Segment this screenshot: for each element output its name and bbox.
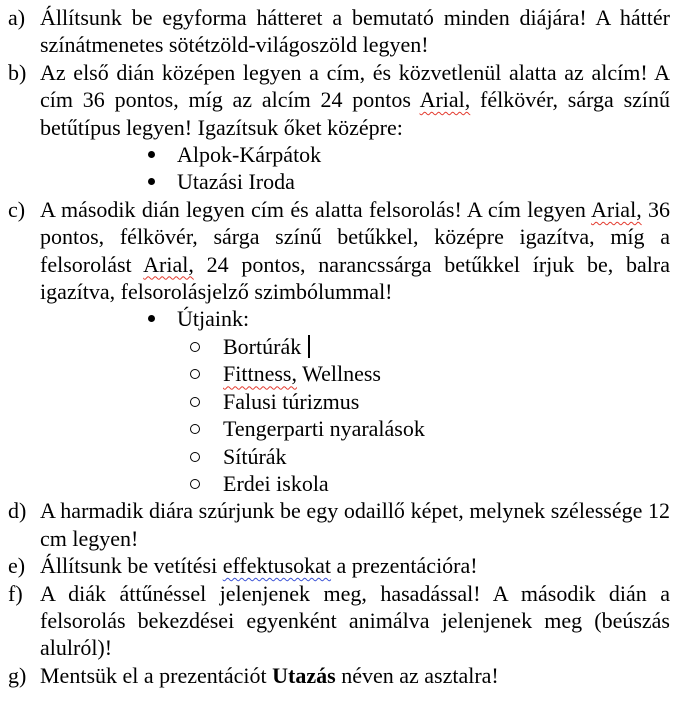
bullet-circle-icon	[190, 397, 200, 407]
text-segment: néven az asztalra!	[335, 662, 499, 688]
item-text	[223, 361, 381, 386]
list-item	[0, 580, 670, 662]
list-item	[0, 59, 670, 141]
item-text	[223, 389, 359, 414]
item-text	[40, 663, 499, 688]
text-segment: Állítsunk be vetítési	[40, 553, 223, 579]
text-segment: Alpok-Kárpátok	[177, 142, 322, 168]
text-segment: a prezentációra!	[331, 553, 478, 579]
text-segment: Wellness	[296, 361, 381, 387]
item-text	[40, 553, 478, 578]
item-letter-marker: d)	[8, 498, 27, 524]
text-segment: Állítsunk be egyforma hátteret a bemutató minden diájára! A háttér színátmenetes sötétzöld-világoszöld legyen!	[40, 5, 670, 58]
text-segment: Utazás	[272, 662, 336, 688]
bullet-circle-icon	[190, 342, 200, 352]
item-letter-marker: b)	[8, 59, 27, 85]
item-text	[223, 416, 425, 441]
list-item	[0, 360, 670, 387]
text-segment: Útjaink:	[177, 306, 250, 332]
text-segment: Arial,	[590, 196, 642, 222]
list-item	[0, 141, 670, 168]
bullet-dot-icon	[148, 151, 155, 158]
item-text	[40, 60, 670, 140]
text-segment: Erdei iskola	[223, 470, 329, 496]
list-item	[0, 443, 670, 470]
text-segment: Sítúrák	[223, 443, 287, 469]
bullet-circle-icon	[190, 369, 200, 379]
text-segment: 24 pontos, narancssárga betűkkel írjuk be, balra igazítva, felsorolásjelző szimbólummal!	[40, 251, 670, 305]
text-segment: Bortúrák	[223, 333, 302, 359]
bullet-dot-icon	[148, 315, 155, 322]
item-text	[223, 471, 329, 496]
bullet-dot-icon	[148, 178, 155, 185]
item-text	[40, 581, 670, 661]
list-item	[0, 388, 670, 415]
text-segment: Falusi túrizmus	[223, 388, 360, 414]
text-cursor	[308, 335, 310, 358]
list-item	[0, 333, 670, 360]
bullet-circle-icon	[190, 424, 200, 434]
item-text	[223, 444, 287, 469]
item-letter-marker: f)	[8, 580, 23, 606]
list-item	[0, 305, 670, 332]
text-segment: effektusokat	[222, 553, 332, 579]
text-segment: A második dián legyen cím és alatta felsorolás! A cím legyen	[40, 196, 591, 222]
text-segment: Arial,	[143, 251, 194, 277]
item-letter-marker: e)	[8, 553, 26, 579]
text-segment: A diák áttűnéssel jelenjenek meg, hasadással! A második dián a felsorolás bekezdései egyenként animálva jelenjenek meg (beúszás alulról)!	[40, 580, 670, 661]
item-letter-marker: g)	[8, 662, 27, 688]
text-segment: Tengerparti nyaralások	[223, 416, 425, 442]
list-item	[0, 470, 670, 497]
text-segment: Utazási Iroda	[177, 169, 295, 195]
text-segment: Fittness,	[223, 361, 297, 387]
list-item	[0, 4, 670, 59]
item-text	[40, 5, 670, 57]
text-segment: A harmadik diára szúrjunk be egy odaillő képet, melynek szélessége 12 cm legyen!	[40, 498, 670, 551]
list-item	[0, 168, 670, 195]
item-text	[40, 197, 670, 304]
item-text	[177, 142, 321, 167]
text-segment: 36 pontos, félkövér, sárga színű betűkkel, középre igazítva, míg a felsorolást	[40, 196, 671, 277]
list-item	[0, 552, 670, 579]
text-segment: félkövér, sárga színű betűtípus legyen! Igazítsuk őket középre:	[40, 87, 671, 140]
text-segment: Arial,	[419, 87, 471, 113]
text-segment: Mentsük el a prezentációt	[40, 662, 273, 688]
bullet-circle-icon	[190, 452, 200, 462]
item-text	[40, 498, 670, 550]
text-segment: Az első dián középen legyen a cím, és közvetlenül alatta az alcím! A cím 36 pontos, míg az alcím 24 pontos	[40, 59, 670, 113]
item-text	[177, 306, 249, 331]
bullet-circle-icon	[190, 479, 200, 489]
list-item	[0, 497, 670, 552]
item-letter-marker: a)	[8, 5, 26, 30]
list-item	[0, 196, 670, 306]
list-item	[0, 662, 670, 689]
list-item	[0, 415, 670, 442]
item-text	[177, 169, 295, 194]
item-letter-marker: c)	[8, 196, 26, 222]
item-text	[223, 334, 310, 359]
